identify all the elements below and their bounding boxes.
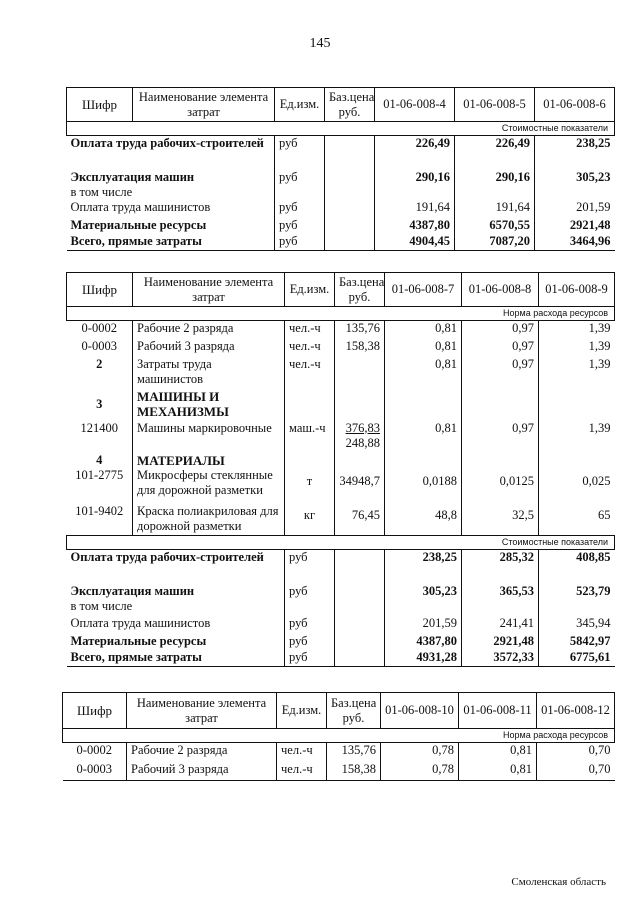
header-shifr: Шифр (67, 273, 133, 307)
row-value: 0,97 (462, 419, 539, 453)
row-price: 76,45 (335, 500, 385, 536)
row-name: Оплата труда машинистов (70, 199, 211, 214)
table-2 (66, 272, 615, 667)
row-value: 0,97 (462, 339, 539, 357)
row-code: 121400 (80, 420, 118, 435)
row-unit: маш.-ч (285, 419, 335, 453)
row-value: 238,25 (385, 550, 462, 584)
header-unit: Ед.изм. (277, 693, 327, 729)
header-name: Наименование элемента затрат (127, 693, 277, 729)
row-unit: руб (275, 136, 325, 170)
section-title: МАШИНЫ И МЕХАНИЗМЫ (133, 389, 285, 419)
row-value: 5842,97 (539, 634, 615, 650)
header-code: 01-06-008-10 (381, 693, 459, 729)
row-unit: чел.-ч (285, 357, 335, 389)
row-price: 158,38 (327, 762, 381, 781)
row-name: Всего, прямые затраты (67, 234, 275, 251)
row-value: 226,49 (455, 136, 535, 170)
row-name: Рабочий 3 разряда (127, 762, 277, 781)
row-code: 4 (96, 452, 103, 467)
row-value: 0,0188 (385, 468, 462, 500)
row-code: 0-0003 (81, 338, 117, 353)
page-number: 145 (309, 36, 331, 51)
row-value: 2921,48 (462, 634, 539, 650)
row-value: 1,39 (539, 339, 615, 357)
row-price (335, 357, 385, 389)
row-unit: руб (275, 218, 325, 234)
header-price: Баз.цена руб. (335, 273, 385, 307)
row-value: 0,81 (459, 762, 537, 781)
header-unit: Ед.изм. (275, 88, 325, 122)
header-code: 01-06-008-6 (535, 88, 615, 122)
row-value: 238,25 (535, 136, 615, 170)
row-value: 4387,80 (385, 634, 462, 650)
row-code: 101-9402 (75, 503, 124, 518)
row-unit: руб (275, 170, 325, 200)
row-value: 0,81 (385, 357, 462, 389)
header-code: 01-06-008-4 (375, 88, 455, 122)
row-unit: руб (275, 200, 325, 218)
footer-region: Смоленская область (511, 876, 606, 888)
row-value: 0,70 (537, 743, 615, 762)
row-name: Краска полиакриловая для дорожной разметки (133, 500, 285, 536)
row-code: 0-0002 (67, 321, 133, 339)
header-code: 01-06-008-12 (537, 693, 615, 729)
row-value: 6775,61 (539, 650, 615, 667)
row-unit: чел.-ч (277, 743, 327, 762)
row-code: 3 (96, 396, 103, 411)
row-subname: в том числе (70, 598, 133, 613)
row-unit: чел.-ч (285, 321, 335, 339)
section-subheader: Норма расхода ресурсов (67, 307, 615, 321)
row-unit: руб (285, 550, 335, 584)
row-code: 0-0003 (63, 762, 127, 781)
row-value: 523,79 (539, 584, 615, 616)
row-name: Всего, прямые затраты (67, 650, 285, 667)
row-value: 241,41 (462, 616, 539, 634)
row-name: Затраты труда машинистов (133, 357, 285, 389)
header-code: 01-06-008-11 (459, 693, 537, 729)
row-value: 345,94 (539, 616, 615, 634)
row-name: Оплата труда машинистов (70, 615, 211, 630)
row-price-alt: 248,88 (345, 435, 380, 450)
row-value: 365,53 (462, 584, 539, 616)
row-unit: чел.-ч (285, 339, 335, 357)
row-name: Эксплуатация машин (70, 583, 195, 598)
row-name: Оплата труда рабочих-строителей (67, 550, 285, 584)
row-value: 0,97 (462, 321, 539, 339)
row-unit: руб (275, 234, 325, 251)
row-unit: т (285, 468, 335, 500)
header-code: 01-06-008-5 (455, 88, 535, 122)
row-value: 0,78 (381, 743, 459, 762)
row-unit: руб (285, 616, 335, 634)
row-name: Рабочие 2 разряда (127, 743, 277, 762)
row-value: 4387,80 (375, 218, 455, 234)
row-value: 201,59 (385, 616, 462, 634)
row-value: 0,81 (385, 419, 462, 453)
row-value: 0,78 (381, 762, 459, 781)
header-price: Баз.цена руб. (327, 693, 381, 729)
row-name: Рабочие 2 разряда (133, 321, 285, 339)
row-name: Рабочий 3 разряда (133, 339, 285, 357)
row-value: 290,16 (375, 170, 455, 200)
row-unit: руб (285, 634, 335, 650)
row-value: 4904,45 (375, 234, 455, 251)
row-value: 0,0125 (462, 468, 539, 500)
header-code: 01-06-008-9 (539, 273, 615, 307)
row-value: 226,49 (375, 136, 455, 170)
row-value: 3572,33 (462, 650, 539, 667)
row-value: 191,64 (375, 200, 455, 218)
row-unit: кг (285, 500, 335, 536)
header-price: Баз.цена руб. (325, 88, 375, 122)
row-price: 135,76 (335, 321, 385, 339)
section-subheader: Норма расхода ресурсов (63, 729, 615, 743)
header-shifr: Шифр (67, 88, 133, 122)
row-value: 6570,55 (455, 218, 535, 234)
row-code: 0-0002 (63, 743, 127, 762)
row-value: 0,025 (539, 468, 615, 500)
row-value: 65 (539, 500, 615, 536)
row-name: Материальные ресурсы (70, 633, 207, 648)
row-value: 1,39 (539, 357, 615, 389)
row-value: 48,8 (385, 500, 462, 536)
section-subheader: Стоимостные показатели (67, 122, 615, 136)
row-value: 1,39 (539, 321, 615, 339)
row-price: 135,76 (327, 743, 381, 762)
header-unit: Ед.изм. (285, 273, 335, 307)
table-1 (66, 87, 615, 251)
row-unit: чел.-ч (277, 762, 327, 781)
row-value: 290,16 (455, 170, 535, 200)
row-value: 4931,28 (385, 650, 462, 667)
row-value: 32,5 (462, 500, 539, 536)
row-subname: в том числе (70, 184, 133, 199)
header-shifr: Шифр (63, 693, 127, 729)
row-unit: руб (285, 650, 335, 667)
row-name: Материальные ресурсы (70, 217, 207, 232)
section-title: МАТЕРИАЛЫ (133, 453, 285, 468)
row-value: 1,39 (539, 419, 615, 453)
section-subheader: Стоимостные показатели (67, 536, 615, 550)
row-value: 0,81 (385, 321, 462, 339)
row-name: Эксплуатация машин (70, 169, 195, 184)
row-value: 408,85 (539, 550, 615, 584)
row-price: 34948,7 (335, 468, 385, 500)
row-value: 3464,96 (535, 234, 615, 251)
row-name: Оплата труда рабочих-строителей (67, 136, 275, 170)
header-name: Наименование элемента затрат (133, 88, 275, 122)
row-value: 201,59 (535, 200, 615, 218)
row-value: 2921,48 (535, 218, 615, 234)
header-code: 01-06-008-8 (462, 273, 539, 307)
row-value: 305,23 (535, 170, 615, 200)
row-name: Микросферы стеклянные для дорожной разметки (133, 468, 285, 500)
row-value: 0,97 (462, 357, 539, 389)
row-value: 7087,20 (455, 234, 535, 251)
row-code: 2 (96, 356, 103, 371)
row-price: 376,83 (345, 420, 380, 435)
row-code: 101-2775 (75, 467, 124, 482)
row-value: 0,81 (385, 339, 462, 357)
row-unit: руб (285, 584, 335, 616)
row-value: 305,23 (385, 584, 462, 616)
row-name: Машины маркировочные (133, 419, 285, 453)
row-price: 158,38 (335, 339, 385, 357)
header-name: Наименование элемента затрат (133, 273, 285, 307)
row-value: 191,64 (455, 200, 535, 218)
row-value: 285,32 (462, 550, 539, 584)
header-code: 01-06-008-7 (385, 273, 462, 307)
row-value: 0,81 (459, 743, 537, 762)
table-3 (62, 692, 615, 781)
row-value: 0,70 (537, 762, 615, 781)
